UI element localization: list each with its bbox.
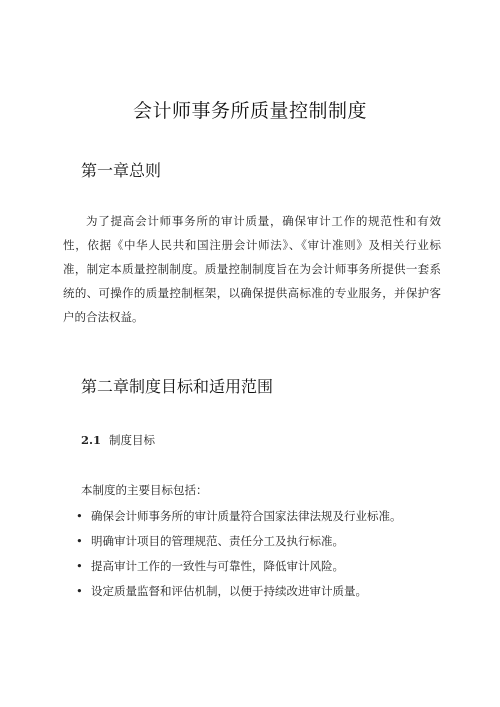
list-item bbox=[76, 505, 402, 530]
chapter-1-heading: 第一章总则 bbox=[81, 161, 162, 180]
section-title: 制度目标 bbox=[109, 433, 156, 447]
list-item bbox=[76, 555, 402, 580]
list-item-text: 设定质量监督和评估机制，以便于持续改进审计质量。 bbox=[91, 584, 367, 598]
bullet-icon: • bbox=[76, 559, 83, 573]
list-item bbox=[76, 580, 402, 605]
list-item-text: 确保会计师事务所的审计质量符合国家法律法规及行业标准。 bbox=[91, 509, 402, 523]
list-item bbox=[76, 530, 402, 555]
section-number: 2.1 bbox=[81, 433, 102, 447]
bullet-icon: • bbox=[76, 534, 83, 548]
section-2-1-heading bbox=[81, 432, 155, 448]
list-item-text: 明确审计项目的管理规范、责任分工及执行标准。 bbox=[91, 534, 344, 548]
document-title: 会计师事务所质量控制制度 bbox=[132, 100, 367, 122]
bullet-icon: • bbox=[76, 584, 83, 598]
bullet-icon: • bbox=[76, 509, 83, 523]
objectives-intro: 本制度的主要目标包括： bbox=[81, 483, 208, 497]
chapter-2-heading: 第二章制度目标和适用范围 bbox=[81, 377, 274, 396]
chapter-1-paragraph: 为了提高会计师事务所的审计质量，确保审计工作的规范性和有效性，依据《中华人民共和国注册会计师法》、《审计准则》及相关行业标准，制定本质量控制制度。质量控制制度旨在为会计师事务所提供一套系统的、可操作的质量控制框架，以确保提供高标准的专业服务，并保护客户的合法权益。 bbox=[63, 214, 441, 324]
objectives-list bbox=[76, 505, 402, 605]
list-item-text: 提高审计工作的一致性与可靠性，降低审计风险。 bbox=[91, 559, 344, 573]
